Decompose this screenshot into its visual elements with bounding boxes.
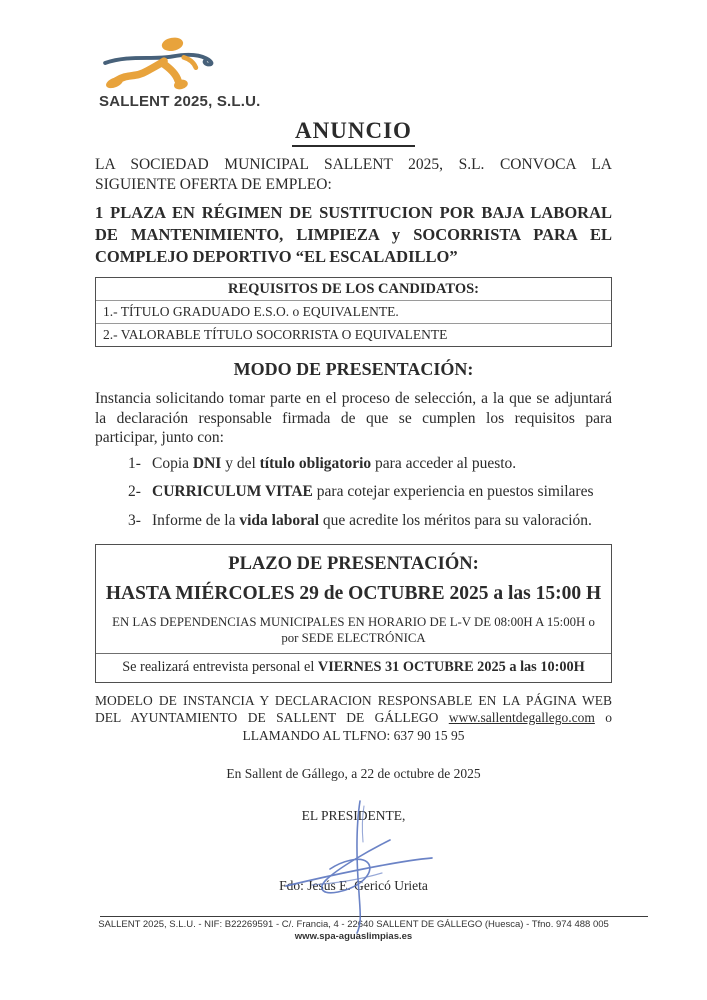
list-item-text: Informe de la vida laboral que acredite los méritos para su valoración. bbox=[152, 511, 592, 529]
list-item-number: 2- bbox=[128, 483, 141, 501]
signer-title: EL PRESIDENTE, bbox=[301, 808, 406, 824]
list-item-number: 1- bbox=[128, 454, 141, 472]
list-item-text: CURRICULUM VITAE para cotejar experiencia en puestos similares bbox=[152, 483, 594, 501]
list-item-text: Copia DNI y del título obligatorio para acceder al puesto. bbox=[152, 454, 517, 472]
website-link: www.sallentdegallego.com bbox=[448, 710, 595, 726]
signed-by-line: Fdo: Jesús E. Gericó Urieta bbox=[279, 878, 428, 894]
requirement-row: 1.- TÍTULO GRADUADO E.S.O. o EQUIVALENTE. bbox=[96, 301, 611, 324]
footer-contact-line: SALLENT 2025, S.L.U. - NIF: B22269591 - C/. Francia, 4 - 22640 SALLENT DE GÁLLEGO (Huesca) - Tfno. 974 488 005 bbox=[98, 919, 609, 930]
documents-list bbox=[128, 454, 612, 530]
deadline-date: HASTA MIÉRCOLES 29 de OCTUBRE 2025 a las 15:00 H bbox=[105, 583, 602, 605]
list-item bbox=[128, 482, 612, 501]
footer-website: www.spa-aguaslimpias.es bbox=[294, 931, 413, 942]
page-title: ANUNCIO bbox=[95, 118, 612, 147]
list-item-number: 3- bbox=[128, 511, 141, 529]
list-item bbox=[128, 511, 612, 530]
deadline-location: EN LAS DEPENDENCIAS MUNICIPALES EN HORARIO DE L-V DE 08:00H A 15:00H o por SEDE ELECTRÓNICA bbox=[112, 614, 595, 646]
requirements-box bbox=[95, 277, 612, 347]
company-name: SALLENT 2025, S.L.U. bbox=[99, 93, 261, 110]
place-date-line: En Sallent de Gállego, a 22 de octubre de 2025 bbox=[226, 766, 481, 782]
deadline-box bbox=[95, 544, 612, 683]
handwritten-signature bbox=[278, 798, 458, 935]
company-logo bbox=[99, 34, 269, 110]
model-info-paragraph: MODELO DE INSTANCIA Y DECLARACION RESPONSABLE EN LA PÁGINA WEB DEL AYUNTAMIENTO DE SALLENT DE GÁLLEGO www.sallentdegallego.com o LLAMANDO AL TLFNO: 637 90 15 95 bbox=[95, 692, 613, 743]
requirement-row: 2.- VALORABLE TÍTULO SOCORRISTA O EQUIVALENTE bbox=[103, 327, 448, 343]
intro-paragraph: LA SOCIEDAD MUNICIPAL SALLENT 2025, S.L. CONVOCA LA SIGUIENTE OFERTA DE EMPLEO: bbox=[95, 156, 612, 193]
runner-swimmer-logo-icon bbox=[99, 34, 231, 92]
deadline-title: PLAZO DE PRESENTACIÓN: bbox=[228, 554, 479, 574]
list-item bbox=[128, 454, 612, 473]
interview-line: Se realizará entrevista personal el VIERNES 31 OCTUBRE 2025 a las 10:00H bbox=[122, 658, 585, 675]
requirements-title: REQUISITOS DE LOS CANDIDATOS: bbox=[96, 278, 611, 301]
presentation-mode-title: MODO DE PRESENTACIÓN: bbox=[233, 359, 474, 380]
job-position-paragraph: 1 PLAZA EN RÉGIMEN DE SUSTITUCION POR BAJA LABORAL DE MANTENIMIENTO, LIMPIEZA y SOCORRISTA PARA EL COMPLEJO DEPORTIVO “EL ESCALADILLO” bbox=[95, 203, 612, 266]
presentation-mode-paragraph: Instancia solicitando tomar parte en el proceso de selección, a la que se adjuntará la declaración responsable firmada de que se cumplen los requisitos para participar, junto con: bbox=[95, 390, 612, 447]
announcement-body bbox=[95, 118, 612, 894]
